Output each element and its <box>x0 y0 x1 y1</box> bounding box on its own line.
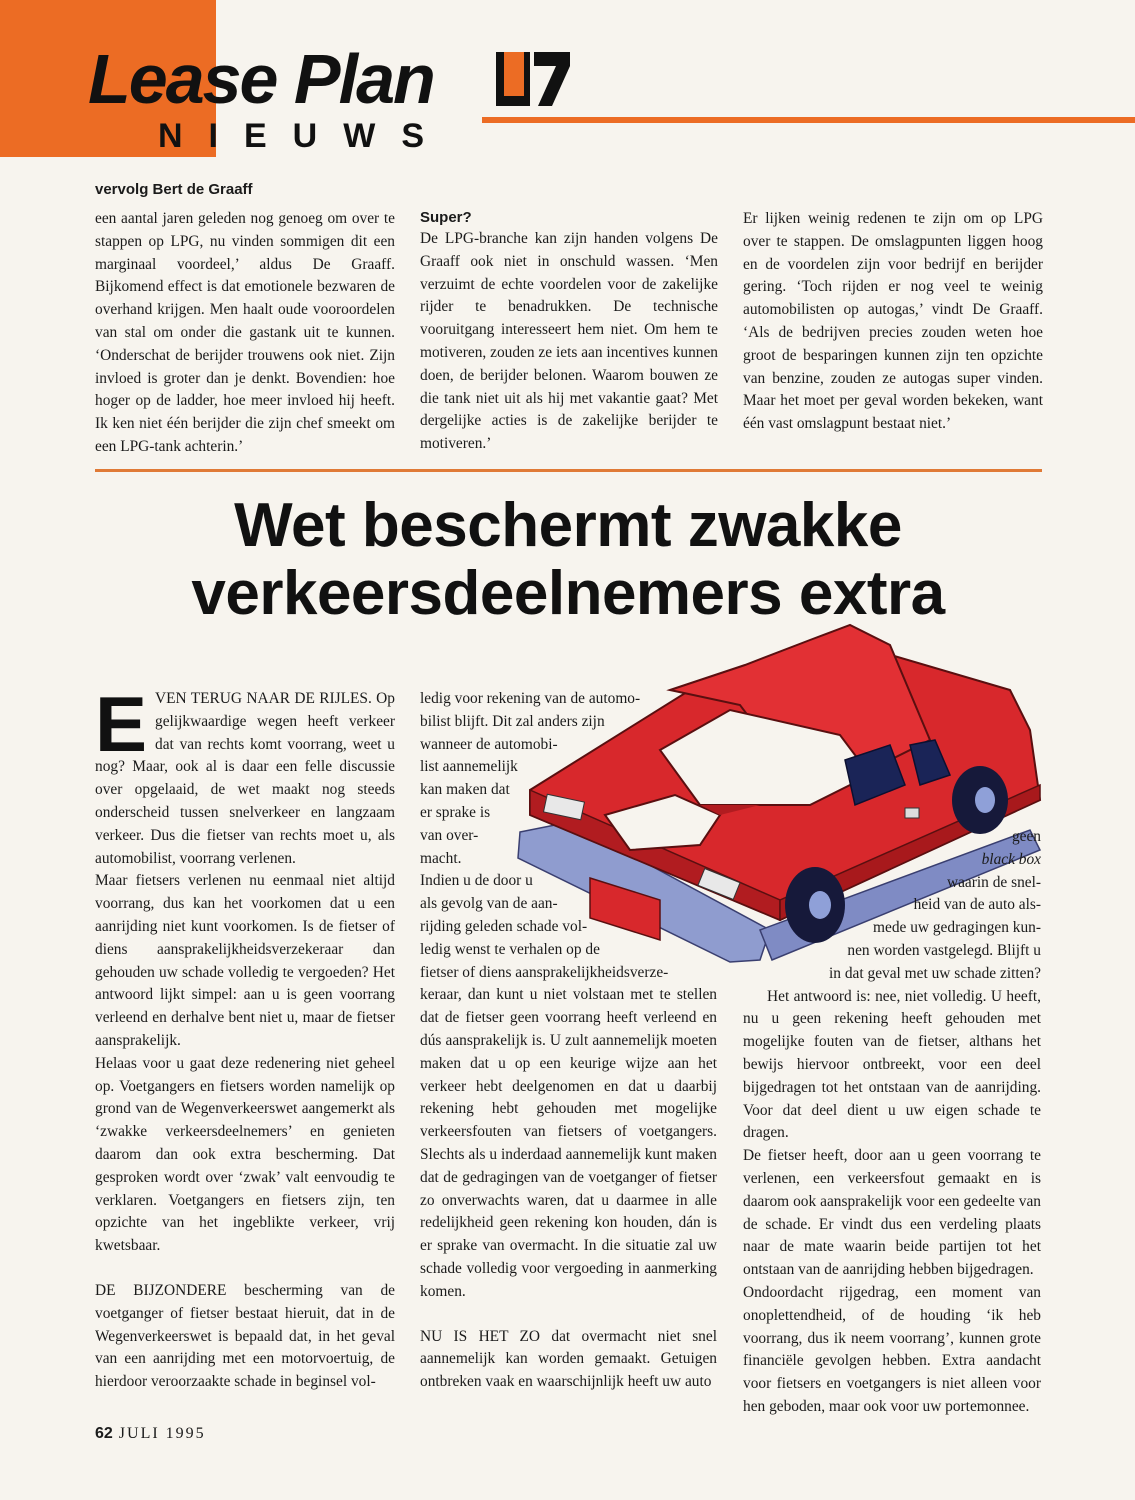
text-line: black box <box>981 850 1041 868</box>
article-column-2 <box>420 688 717 1394</box>
article-column-1 <box>95 680 395 1394</box>
paragraph: Helaas voor u gaat deze redenering niet geheel op. Voetgangers en fietsers worden namelijk op grond van de Wegenverkeerswet aangemerkt als ‘zwakke verkeersdeelnemers’ en genieten daarom dan ook extra bescherming. Dat gesproken wordt over ‘zwak’ valt eenvoudig te verklaren. Voetgangers en fietsers zijn, ten opzichte van het ingeblikte verkeer, vrij kwetsbaar. <box>95 1054 395 1255</box>
headline-line-2: verkeersdeelnemers extra <box>191 559 945 628</box>
paragraph: keraar, dan kunt u niet volstaan met te stellen dat de fietser geen voorrang heeft verleend en dús aansprakelijk is. U zult aannemelijk moeten maken dat u op een keurige wijze aan het verkeer hebt deelgenomen en dat u daarbij rekening hebt gehouden met mogelijke verkeersfouten van fietsers of voetgangers. Slechts als u inderdaad aannemelijk kunt maken dat de gedragingen van de voetganger of fietser zo onverwachts waren, dat u daarmee in alle redelijkheid geen rekening kon houden, dán is er sprake van overmacht. In die situatie zal uw schade volledig voor vergoeding in aanmerking komen. <box>420 986 717 1300</box>
article-column-3 <box>743 826 1041 1419</box>
top-column-1 <box>95 208 395 459</box>
text-line: als gevolg van de aan- <box>420 895 558 913</box>
text-line: rijding geleden schade vol- <box>420 917 588 935</box>
paragraph: DE BIJZONDERE bescherming van de voetganger of fietser bestaat hieruit, dat in de Wegenverkeerswet is bepaald dat, in het geval van een aanrijding met een motorvoertuig, de hierdoor veroorzaakte schade in beginsel vol- <box>95 1281 395 1391</box>
paragraph: Het antwoord is: nee, niet volledig. U heeft, nu u geen rekening heeft gehouden met mogelijke fouten van de fietser, althans het bewijs hiervoor ontbreekt, voor een deel bijgedragen tot het ontstaan van de aanrijding. Voor dat deel dient u uw eigen schade te dragen. <box>743 987 1041 1142</box>
text-line: van over- <box>420 826 479 844</box>
page-number: 62 <box>95 1425 113 1442</box>
section-divider <box>95 469 1042 472</box>
paragraph: Ondoordacht rijgedrag, een moment van onoplettendheid, of de houding ‘ik heb voorrang, dus ik neem voorrang’, kunnen grote financiële gevolgen hebben. Extra aandacht voor fietsers en voetgangers is niet alleen voor hen geboden, maar ook voor uw portemonnee. <box>743 1283 1041 1415</box>
text-line: wanneer de automobi- <box>420 735 558 753</box>
paragraph: Maar fietsers verlenen nu eenmaal niet altijd voorrang, dus kan het voorkomen dat u een aanrijding niet kunt voorkomen. Is de fietser of diens aansprakelijkheidsverzekeraar dan gehouden uw schade volledig te vergoeden? Het antwoord lijkt simpel: aan u is geen voorrang verleend en derhalve bent niet u, maar de fietser aansprakelijk. <box>95 872 395 1049</box>
paragraph: NU IS HET ZO dat overmacht niet snel aannemelijk kan worden gemaakt. Getuigen ontbreken vaak en waarschijnlijk heeft uw auto <box>420 1327 717 1391</box>
headline-line-1: Wet beschermt zwakke <box>234 491 902 560</box>
text-line: macht. <box>420 849 462 867</box>
text-line: waarin de snel- <box>946 873 1041 891</box>
text-line: nen worden vastgelegd. Blijft u <box>847 941 1041 959</box>
issue-date: JULI 1995 <box>118 1425 206 1442</box>
top-column-3 <box>743 208 1043 436</box>
text-line: mede uw gedragingen kun- <box>873 919 1041 937</box>
text-line: list aannemelijk <box>420 758 518 776</box>
leaseplan-logo-icon <box>494 50 572 108</box>
text-line: geen <box>1011 828 1041 845</box>
header-rule <box>482 117 1135 123</box>
masthead-subtitle: NIEUWS <box>158 117 450 155</box>
lead-paragraph <box>95 680 395 870</box>
text-line: kan maken dat <box>420 781 510 799</box>
page-footer <box>95 1425 206 1443</box>
section-heading: Super? <box>420 209 472 226</box>
paragraph: De LPG-branche kan zijn handen volgens De Graaff ook niet in onschuld wassen. ‘Men verzuimt de echte voordelen voor de zakelijke rijder te benadrukken. De technische vooruitgang interesseert hem niet. Om hem te motiveren, zouden ze iets aan incentives kunnen doen, de berijder belonen. Waarom bouwen ze die tank niet uit als hij met vakantie gaat? Met dergelijke acties is de zakelijke berijder te motiveren.’ <box>420 230 718 453</box>
text-line: ledig wenst te verhalen op de <box>420 940 600 958</box>
drop-cap: E <box>95 680 148 768</box>
text-line: in dat geval met uw schade zitten? <box>829 964 1041 982</box>
lead-text: VEN TERUG NAAR DE RIJLES. Op gelijkwaardige wegen heeft verkeer dat van rechts komt voorrang, weet u nog? Maar, ook al is daar een felle discussie over opgelaaid, de wet maakt nog steeds onderscheid tussen snelverkeer en langzaam verkeer. Dus die fietser van rechts moet u, als automobilist, voorrang verlenen. <box>95 690 395 867</box>
text-line: Indien u de door u <box>420 872 533 890</box>
continued-label: vervolg Bert de Graaff <box>95 181 253 198</box>
text-line: bilist blijft. Dit zal anders zijn <box>420 712 605 730</box>
text-line: heid van de auto als- <box>913 896 1041 914</box>
paragraph: De fietser heeft, door aan u geen voorrang te verlenen, een verkeersfout gemaakt en is daarom ook aansprakelijk voor een gedeelte van de schade. Er vindt dus een verdeling plaats naar de mate waarin beide partijen tot het ontstaan van de aanrijding hebben bijgedragen. <box>743 1147 1041 1279</box>
text-line: er sprake is <box>420 803 491 821</box>
wrapped-lines <box>743 826 1041 986</box>
masthead-title: Lease Plan <box>88 40 434 118</box>
text-line: ledig voor rekening van de automo- <box>420 690 641 707</box>
top-column-2 <box>420 208 718 456</box>
text-line: fietser of diens aansprakelijkheidsverze- <box>420 963 669 981</box>
show-through-text <box>620 30 659 192</box>
paragraph: een aantal jaren geleden nog genoeg om over te stappen op LPG, nu vinden sommigen dit een marginaal voordeel,’ aldus De Graaff. Bijkomend effect is dat emotionele bezwaren de overhand krijgen. Men haalt oude vooroordelen van stal om onder die gastank uit te kunnen. ‘Onderschat de berijder trouwens ook niet. Zijn invloed is groter dan je denkt. Bovendien: hoe hoger op de ladder, hoe meer invloed hij heeft. Ik ken niet één berijder die zijn chef smeekt om een LPG-tank achterin.’ <box>95 210 395 455</box>
wrapped-lines <box>420 688 717 984</box>
paragraph: Er lijken weinig redenen te zijn om op LPG over te stappen. De omslagpunten liggen hoog en de voordelen zijn voor bedrijf en berijder gering. ‘Toch rijden er nog veel te weinig automobilisten op autogas,’ vindt De Graaff. ‘Als de bedrijven precies zouden weten hoe groot de besparingen kunnen zijn ten opzichte van benzine, zouden ze autogas super vinden. Maar het moet per geval worden bekeken, want één vast omslagpunt bestaat niet.’ <box>743 210 1043 433</box>
